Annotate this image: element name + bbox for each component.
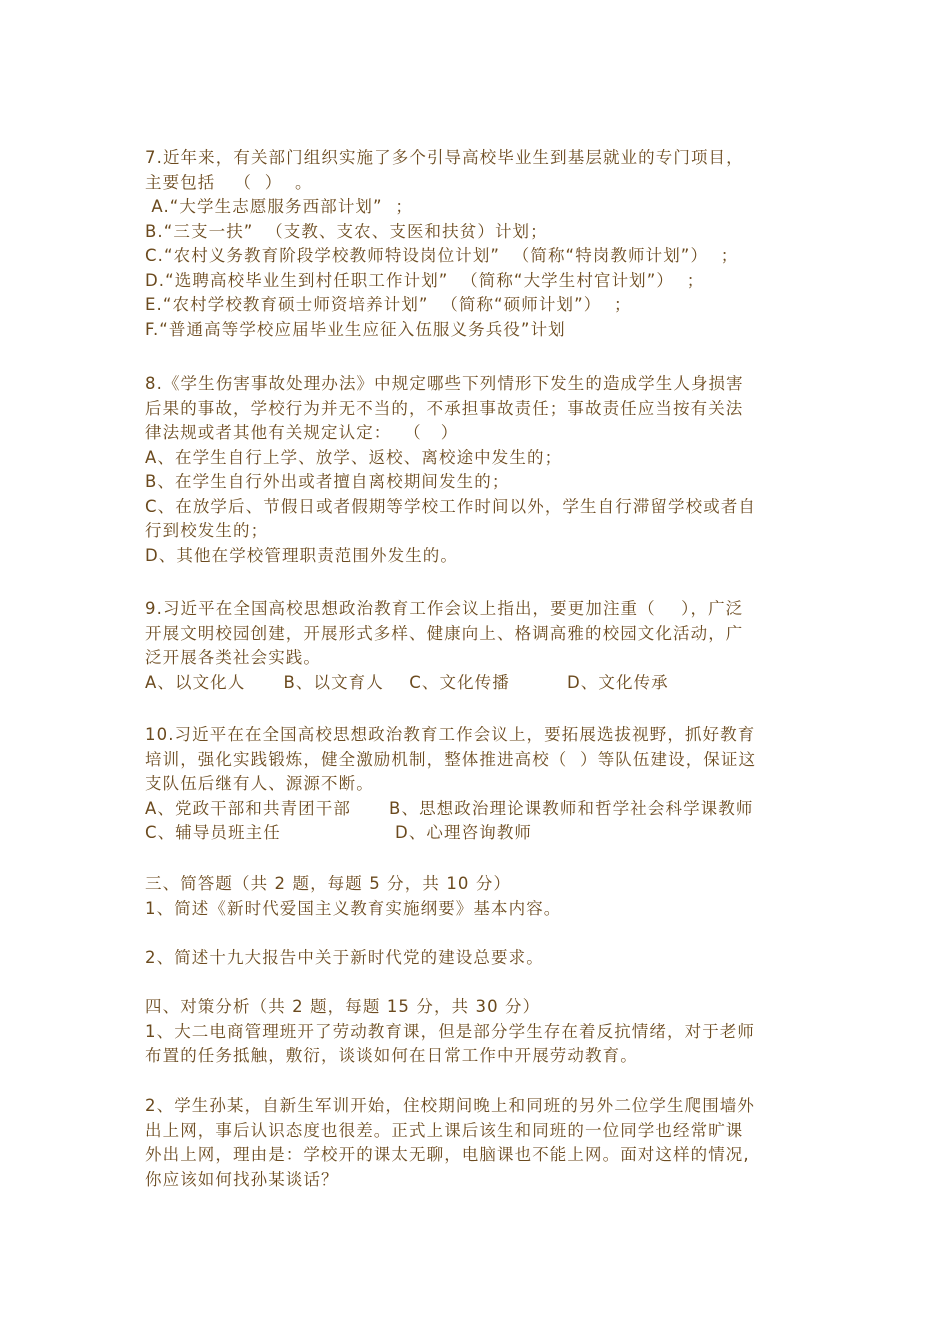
question-8: [145, 372, 815, 568]
section-4-question-2-line-2: 出上网，事后认识态度也很差。正式上课后该生和同班的一位同学也经常旷课: [145, 1120, 744, 1140]
section-4-question-1-line-2: 布置的任务抵触，敷衍，谈谈如何在日常工作中开展劳动教育。: [145, 1046, 638, 1065]
question-8-option-b: B、在学生自行外出或者擅自离校期间发生的；: [145, 472, 510, 491]
section-3: [145, 872, 815, 921]
question-7-stem-line-1: 7.近年来，有关部门组织实施了多个引导高校毕业生到基层就业的专门项目，: [145, 148, 744, 167]
section-3-heading: 三、简答题（共 2 题，每题 5 分，共 10 分）: [145, 874, 512, 893]
question-10: [145, 723, 815, 846]
section-4: [145, 995, 815, 1069]
question-7-option-f: F.“普通高等学校应届毕业生应征入伍服义务兵役”计划: [145, 319, 566, 339]
question-8-option-d: D、其他在学校管理职责范围外发生的。: [145, 545, 459, 565]
question-9-stem-line-1: 9.习近平在全国高校思想政治教育工作会议上指出，要更加注重（ ），广泛: [145, 599, 744, 618]
question-7-option-a: A.“大学生志愿服务西部计划” ；: [145, 197, 413, 216]
section-4-heading: 四、对策分析（共 2 题，每题 15 分，共 30 分）: [145, 997, 541, 1016]
question-8-stem-line-1: 8.《学生伤害事故处理办法》中规定哪些下列情形下发生的造成学生人身损害: [145, 374, 744, 393]
question-8-option-c-line-1: C、在放学后、节假日或者假期等学校工作时间以外，学生自行滞留学校或者自: [145, 496, 757, 516]
question-7-option-d: D.“选聘高校毕业生到村任职工作计划” （简称“大学生村官计划”） ；: [145, 270, 705, 290]
section-3-question-2: 2、简述十九大报告中关于新时代党的建设总要求。: [145, 948, 544, 967]
question-10-stem-line-3: 支队伍后继有人、源源不断。: [145, 774, 374, 793]
question-9-stem-line-2: 开展文明校园创建，开展形式多样、健康向上、格调高雅的校园文化活动，广: [145, 623, 744, 643]
section-3-question-1: 1、简述《新时代爱国主义教育实施纲要》基本内容。: [145, 898, 562, 918]
question-10-stem-line-2: 培训，强化实践锻炼，健全激励机制，整体推进高校（ ）等队伍建设，保证这: [145, 749, 757, 769]
question-7-stem-line-2: 主要包括 （ ） 。: [145, 172, 313, 192]
section-4-question-2-line-4: 你应该如何找孙某谈话？: [145, 1169, 339, 1189]
question-8-option-a: A、在学生自行上学、放学、返校、离校途中发生的；: [145, 447, 563, 467]
question-7-option-e: E.“农村学校教育硕士师资培养计划” （简称“硕师计划”） ；: [145, 295, 632, 314]
question-7-option-b: B.“三支一扶” （支教、支农、支医和扶贫）计划；: [145, 221, 548, 241]
section-4-part-2: [145, 1094, 815, 1192]
section-4-question-1-line-1: 1、大二电商管理班开了劳动教育课，但是部分学生存在着反抗情绪，对于老师: [145, 1021, 755, 1041]
question-9: [145, 597, 815, 695]
question-7: [145, 146, 815, 342]
question-8-stem-line-2: 后果的事故，学校行为并无不当的，不承担事故责任；事故责任应当按有关法: [145, 398, 744, 418]
question-9-stem-line-3: 泛开展各类社会实践。: [145, 648, 321, 667]
question-10-options-row-1: A、党政干部和共青团干部 B、思想政治理论课教师和哲学社会科学课教师: [145, 798, 754, 818]
question-8-stem-line-3: 律法规或者其他有关规定认定： （ ）: [145, 423, 459, 442]
question-8-option-c-line-2: 行到校发生的；: [145, 521, 269, 540]
question-10-options-row-2: C、辅导员班主任 D、心理咨询教师: [145, 823, 533, 842]
question-9-options: A、以文化人 B、以文育人 C、文化传播 D、文化传承: [145, 672, 669, 692]
question-10-stem-line-1: 10.习近平在在全国高校思想政治教育工作会议上，要拓展选拔视野，抓好教育: [145, 725, 756, 744]
section-3-part-2: [145, 946, 815, 971]
section-4-question-2-line-3: 外出上网，理由是：学校开的课太无聊，电脑课也不能上网。面对这样的情况,: [145, 1145, 750, 1164]
section-4-question-2-line-1: 2、学生孙某，自新生军训开始，住校期间晚上和同班的另外二位学生爬围墙外: [145, 1096, 755, 1115]
question-7-option-c: C.“农村义务教育阶段学校教师特设岗位计划” （简称“特岗教师计划”） ；: [145, 246, 739, 265]
